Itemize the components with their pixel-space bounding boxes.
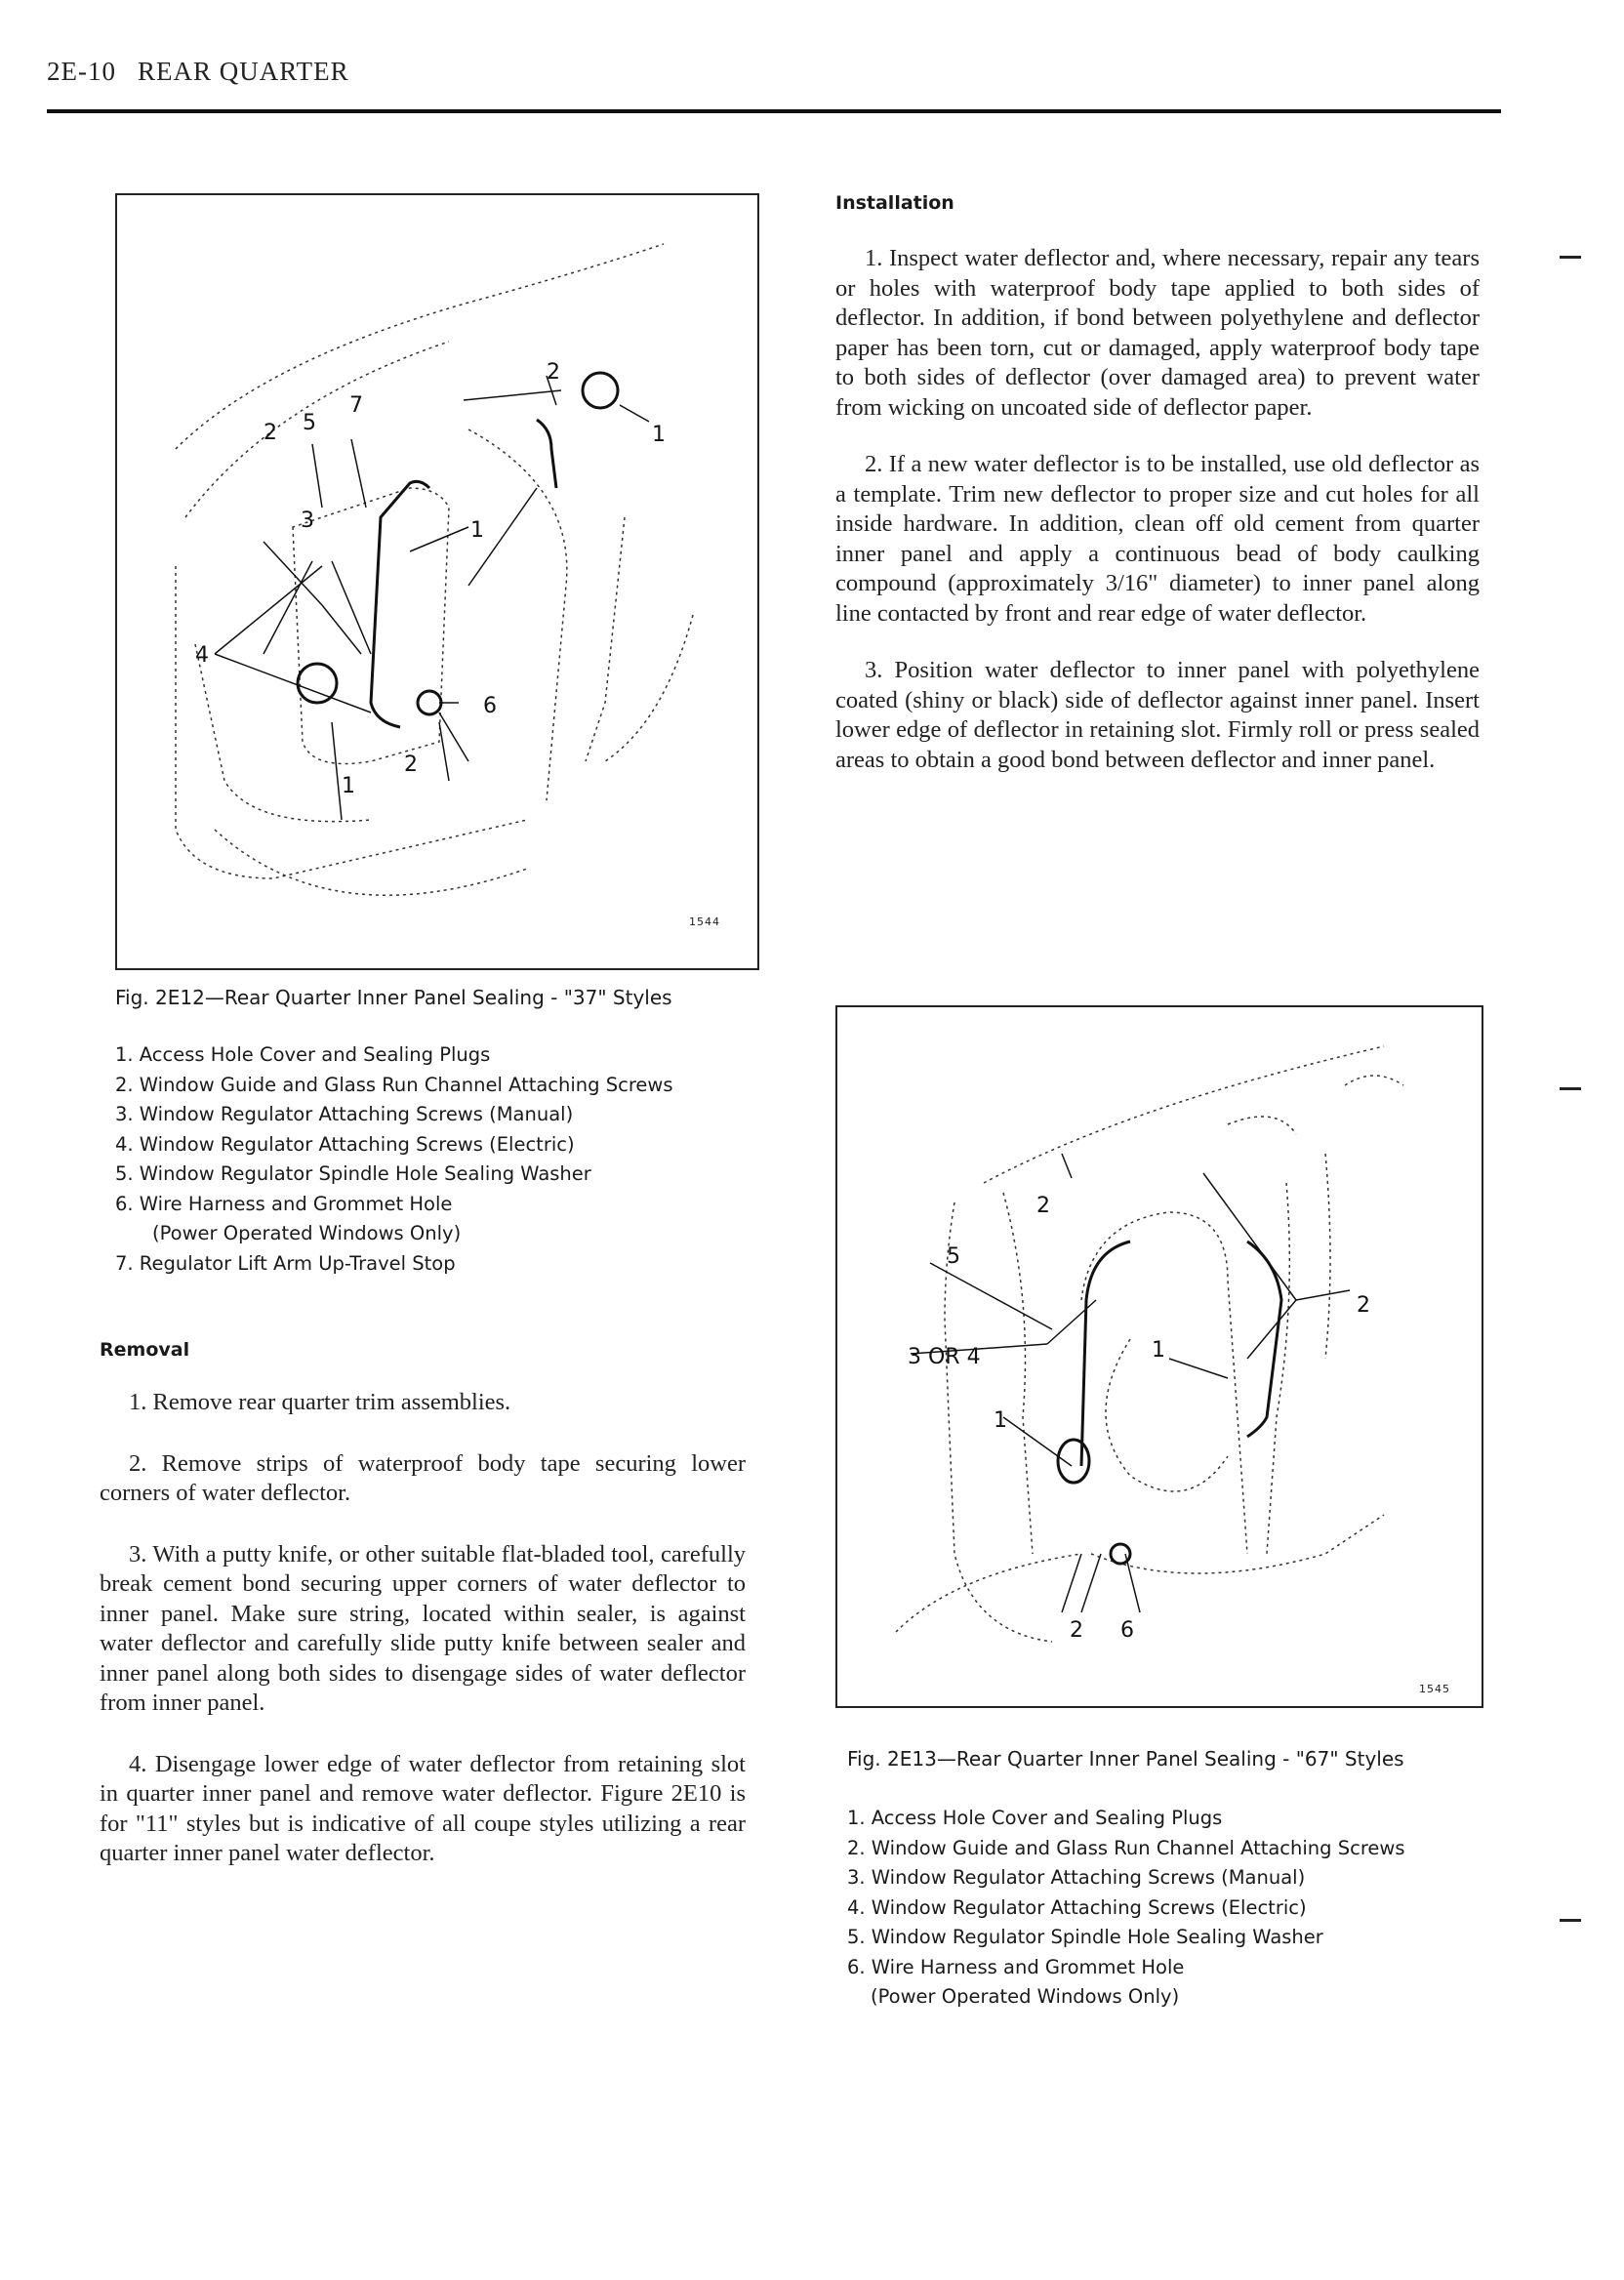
legend-item: 4. Window Regulator Attaching Screws (Electric) bbox=[847, 1895, 1307, 1919]
callout: 4 bbox=[195, 643, 209, 668]
figure-2e13-callouts bbox=[908, 1194, 1370, 1643]
figure-2e12-callouts bbox=[195, 360, 666, 798]
page-header bbox=[47, 57, 349, 87]
figure-code: 1545 bbox=[1419, 1683, 1450, 1695]
figure-2e13-drawing bbox=[837, 1007, 1482, 1706]
figure-2e12-legend bbox=[115, 1040, 673, 1279]
removal-step: 2. Remove strips of waterproof body tape securing lower corners of water deflector. bbox=[100, 1449, 746, 1506]
callout: 1 bbox=[342, 774, 355, 798]
margin-mark bbox=[1560, 256, 1581, 259]
installation-heading: Installation bbox=[835, 192, 954, 214]
callout: 6 bbox=[483, 694, 497, 718]
legend-item: 3. Window Regulator Attaching Screws (Manual) bbox=[847, 1866, 1306, 1889]
figure-2e12 bbox=[115, 193, 759, 970]
figure-2e13-caption: Fig. 2E13—Rear Quarter Inner Panel Sealing - "67" Styles bbox=[847, 1747, 1404, 1771]
callout: 5 bbox=[303, 411, 316, 435]
callout: 6 bbox=[1120, 1618, 1134, 1643]
callout: 3 OR 4 bbox=[908, 1345, 981, 1369]
legend-item: 1. Access Hole Cover and Sealing Plugs bbox=[847, 1807, 1223, 1829]
callout: 3 bbox=[301, 509, 314, 533]
legend-item: 1. Access Hole Cover and Sealing Plugs bbox=[115, 1043, 491, 1066]
legend-item: (Power Operated Windows Only) bbox=[152, 1222, 462, 1244]
installation-step: 3. Position water deflector to inner panel with polyethylene coated (shiny or black) side of deflector against inner panel. Insert lower edge of deflector in retaining slot. Firmly roll or press sealed areas to obtain a good bond between deflector and inner panel. bbox=[835, 657, 1480, 773]
margin-mark bbox=[1560, 1919, 1581, 1922]
installation-step: 1. Inspect water deflector and, where necessary, repair any tears or holes with waterproof body tape applied to both sides of deflector. In addition, if bond between polyethylene and deflector paper has been torn, cut or damaged, apply waterproof body tape to both sides of deflector (over damaged area) to prevent water from wicking on uncoated side of deflector paper. bbox=[835, 245, 1480, 421]
callout: 1 bbox=[1152, 1338, 1165, 1363]
legend-item: (Power Operated Windows Only) bbox=[871, 1985, 1180, 2008]
legend-item: 5. Window Regulator Spindle Hole Sealing Washer bbox=[115, 1162, 591, 1185]
callout: 1 bbox=[470, 518, 484, 543]
callout: 1 bbox=[652, 423, 666, 447]
removal-step: 1. Remove rear quarter trim assemblies. bbox=[129, 1389, 511, 1415]
figure-code: 1544 bbox=[689, 916, 720, 928]
callout: 7 bbox=[349, 393, 363, 418]
installation-steps bbox=[835, 244, 1480, 775]
section-title: REAR QUARTER bbox=[137, 57, 349, 86]
installation-step: 2. If a new water deflector is to be installed, use old deflector as a template. Trim new deflector to proper size and cut holes for all inside hardware. In addition, clean off old cement from quarter inner panel and apply a continuous bead of body caulking compound (approximately 3/16" diameter) to inner panel along line contacted by front and rear edge of water deflector. bbox=[835, 451, 1480, 627]
callout: 2 bbox=[404, 753, 418, 777]
removal-step: 3. With a putty knife, or other suitable flat-bladed tool, carefully break cement bond securing upper corners of water deflector to inner panel. Make sure string, located within sealer, is against water deflector and carefully slide putty knife between sealer and inner panel along both sides to disengage sides of water deflector from inner panel. bbox=[100, 1540, 746, 1716]
page-number: 2E-10 bbox=[47, 57, 116, 86]
legend-item: 2. Window Guide and Glass Run Channel Attaching Screws bbox=[847, 1836, 1405, 1859]
removal-steps bbox=[100, 1388, 746, 1869]
callout: 2 bbox=[547, 360, 560, 385]
callout: 1 bbox=[994, 1408, 1007, 1433]
figure-2e13 bbox=[835, 1005, 1483, 1708]
callout: 2 bbox=[264, 421, 277, 445]
figure-2e12-drawing bbox=[117, 195, 757, 968]
figure-2e13-legend bbox=[847, 1804, 1405, 2013]
legend-item: 6. Wire Harness and Grommet Hole bbox=[115, 1192, 453, 1215]
legend-item: 3. Window Regulator Attaching Screws (Manual) bbox=[115, 1103, 574, 1125]
margin-mark bbox=[1560, 1087, 1581, 1090]
callout: 2 bbox=[1357, 1293, 1370, 1318]
header-rule bbox=[47, 109, 1501, 113]
legend-item: 7. Regulator Lift Arm Up-Travel Stop bbox=[115, 1251, 456, 1275]
figure-2e12-caption: Fig. 2E12—Rear Quarter Inner Panel Sealing - "37" Styles bbox=[115, 986, 672, 1009]
legend-item: 2. Window Guide and Glass Run Channel Attaching Screws bbox=[115, 1073, 673, 1096]
callout: 2 bbox=[1070, 1618, 1083, 1643]
callout: 5 bbox=[947, 1244, 960, 1269]
legend-item: 6. Wire Harness and Grommet Hole bbox=[847, 1955, 1185, 1978]
legend-item: 5. Window Regulator Spindle Hole Sealing Washer bbox=[847, 1926, 1323, 1948]
removal-step: 4. Disengage lower edge of water deflector from retaining slot in quarter inner panel and remove water deflector. Figure 2E10 is for "11" styles but is indicative of all coupe styles utilizing a rear quarter inner panel water deflector. bbox=[100, 1750, 746, 1866]
callout: 2 bbox=[1036, 1194, 1050, 1218]
removal-heading: Removal bbox=[100, 1339, 190, 1361]
legend-item: 4. Window Regulator Attaching Screws (Electric) bbox=[115, 1132, 575, 1156]
